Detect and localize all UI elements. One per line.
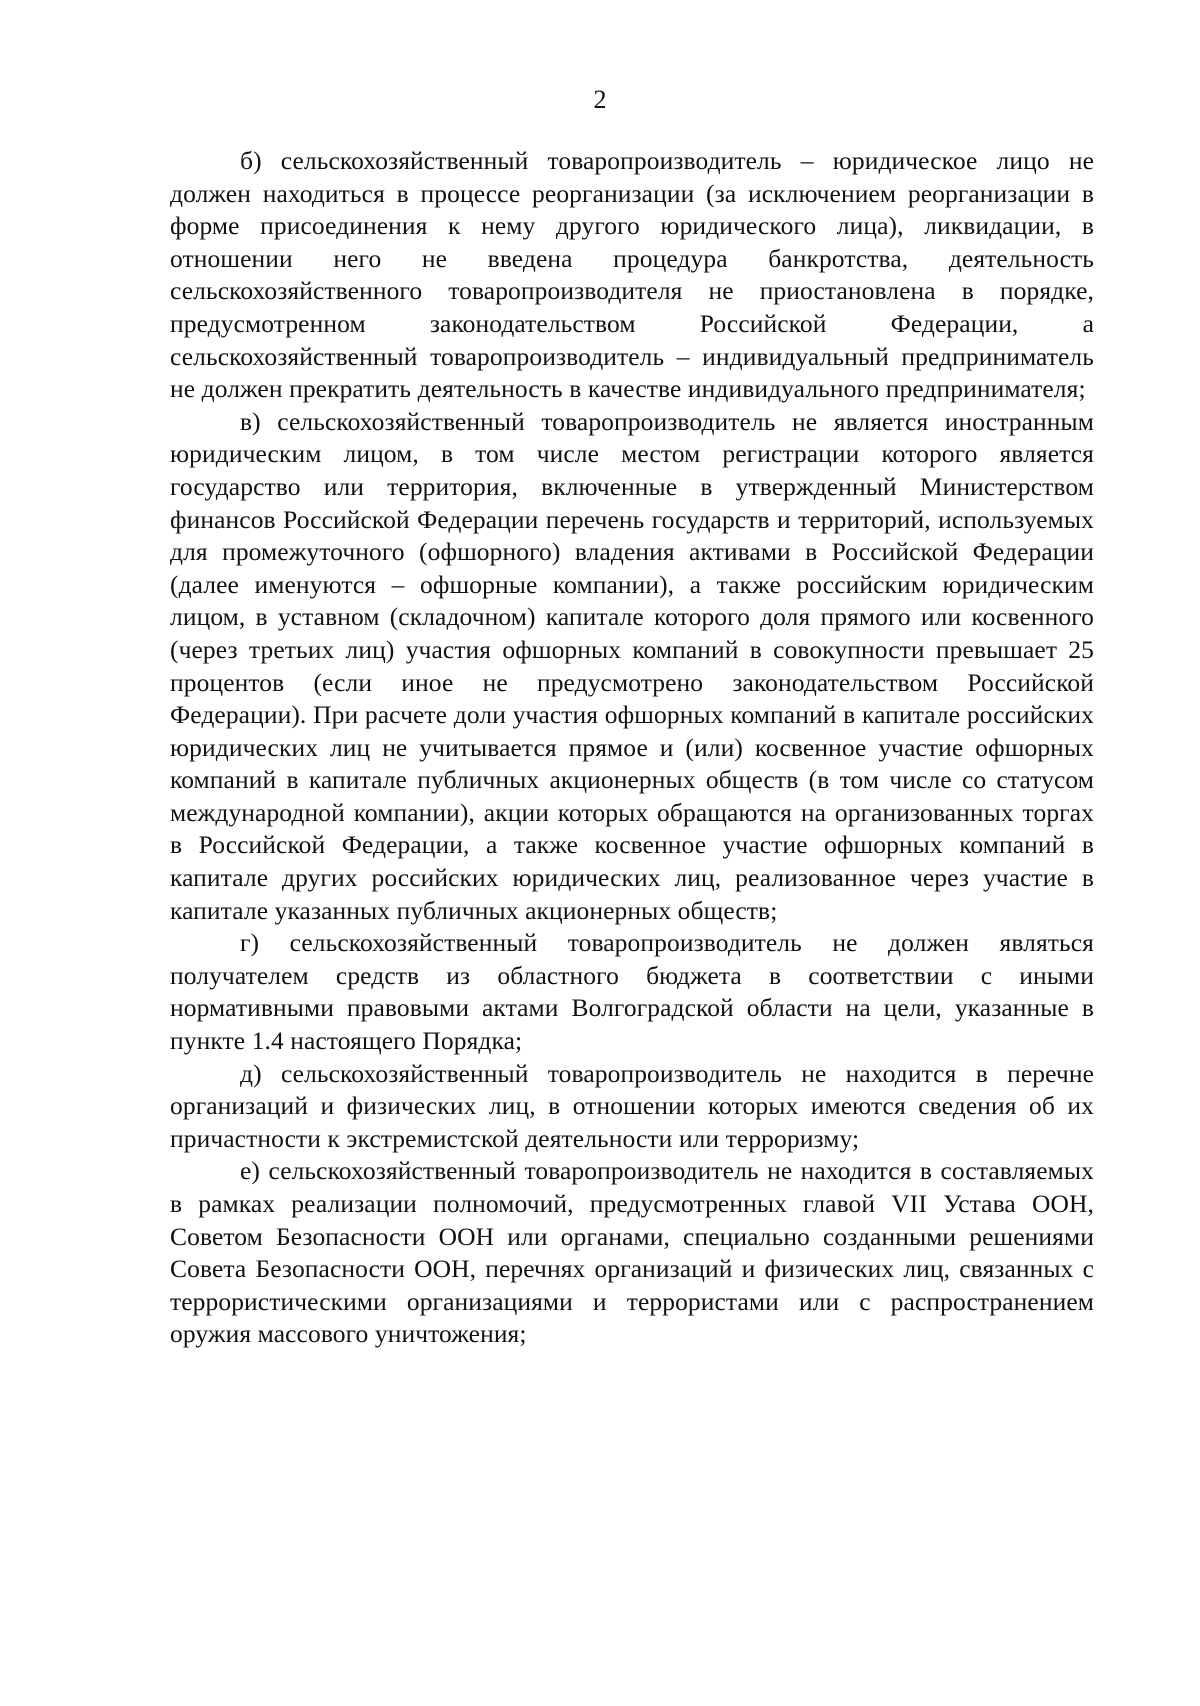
document-body (170, 145, 1094, 1351)
paragraph-g: г) сельскохозяйственный товаропроизводитель не должен являться получателем средств из областного бюджета в соответствии с иными нормативными правовыми актами Волгоградской области на цели, указанные в пункте 1.4 настоящего Порядка; (170, 928, 1094, 1056)
paragraph-e: е) сельскохозяйственный товаропроизводитель не находится в составляемых в рамках реализации полномочий, предусмотренных главой VII Устава ООН, Советом Безопасности ООН или органами, специально созданными решениями Совета Безопасности ООН, перечнях организаций и физических лиц, связанных с террористическими организациями и террористами или с распространением оружия массового уничтожения; (170, 1156, 1094, 1349)
paragraph-v: в) сельскохозяйственный товаропроизводитель не является иностранным юридическим лицом, в том числе местом регистрации которого является государство или территория, включенные в утвержденный Министерством финансов Российской Федерации перечень государств и территорий, используемых для промежуточного (офшорного) владения активами в Российской Федерации (далее именуются – офшорные компании), а также российским юридическим лицом, в уставном (складочном) капитале которого доля прямого или косвенного (через третьих лиц) участия офшорных компаний в совокупности превышает 25 процентов (если иное не предусмотрено законодательством Российской Федерации). При расчете доли участия офшорных компаний в капитале российских юридических лиц не учитывается прямое и (или) косвенное участие офшорных компаний в капитале публичных акционерных обществ (в том числе со статусом международной компании), акции которых обращаются на организованных торгах в Российской Федерации, а также косвенное участие офшорных компаний в капитале других российских юридических лиц, реализованное через участие в капитале указанных публичных акционерных обществ; (170, 406, 1094, 925)
paragraph-b: б) сельскохозяйственный товаропроизводитель – юридическое лицо не должен находиться в процессе реорганизации (за исключением реорганизации в форме присоединения к нему другого юридического лица), ликвидации, в отношении него не введена процедура банкротства, деятельность сельскохозяйственного товаропроизводителя не приостановлена в порядке, предусмотренном законодательством Российской Федерации, а сельскохозяйственный товаропроизводитель – индивидуальный предприниматель не должен прекратить деятельность в качестве индивидуального предпринимателя; (170, 146, 1094, 404)
paragraph-d: д) сельскохозяйственный товаропроизводитель не находится в перечне организаций и физических лиц, в отношении которых имеются сведения об их причастности к экстремистской деятельности или терроризму; (170, 1058, 1094, 1153)
page-number: 2 (593, 85, 607, 114)
